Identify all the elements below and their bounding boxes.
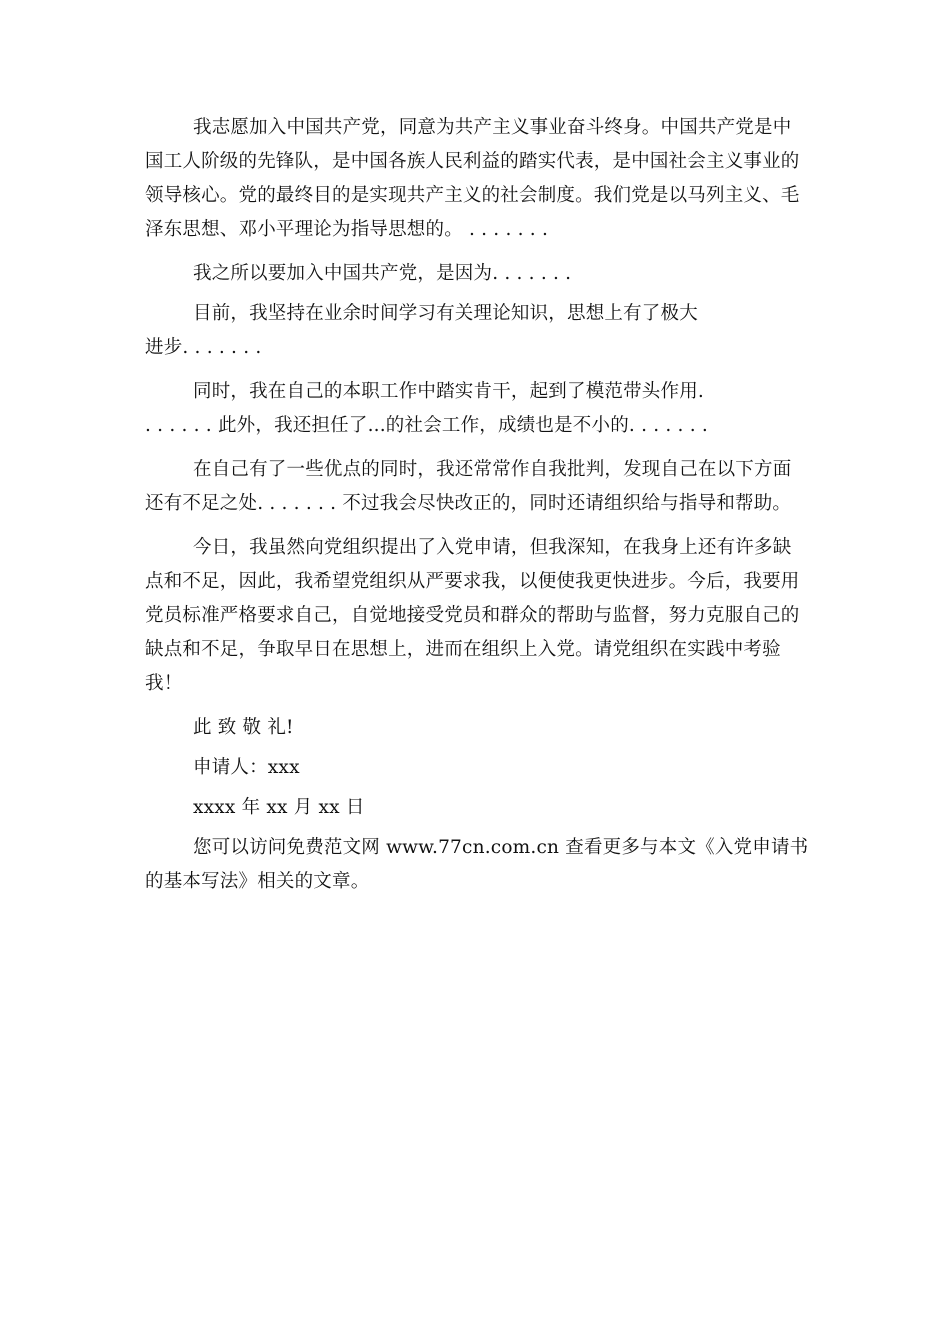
paragraph-self-criticism: 在自己有了一些优点的同时，我还常常作自我批判，发现自己在以下方面还有不足之处. . . . . . . 不过我会尽快改正的，同时还请组织给与指导和帮助。 bbox=[145, 459, 792, 514]
document-body bbox=[145, 111, 810, 909]
applicant-signature: 申请人：xxx bbox=[193, 757, 300, 778]
footer-note: 您可以访问免费范文网 www.77cn.com.cn 查看更多与本文《入党申请书的基本写法》相关的文章。 bbox=[145, 837, 809, 892]
paragraph-commitment: 今日，我虽然向党组织提出了入党申请，但我深知，在我身上还有许多缺点和不足，因此，我希望党组织从严要求我，以便使我更快进步。今后，我要用党员标准严格要求自己，自觉地接受党员和群众的帮助与监督，努力克服自己的缺点和不足，争取早日在思想上，进而在组织上入党。请党组织在实践中考验我！ bbox=[145, 537, 800, 694]
paragraph-reason: 我之所以要加入中国共产党，是因为. . . . . . . bbox=[193, 263, 572, 284]
paragraph-intro: 我志愿加入中国共产党，同意为共产主义事业奋斗终身。中国共产党是中国工人阶级的先锋队，是中国各族人民利益的踏实代表，是中国社会主义事业的领导核心。党的最终目的是实现共产主义的社会制度。我们党是以马列主义、毛泽东思想、邓小平理论为指导思想的。 . . . . . . . bbox=[145, 117, 800, 240]
paragraph-study: 目前，我坚持在业余时间学习有关理论知识，思想上有了极大进步. . . . . . . bbox=[145, 303, 698, 358]
salutation: 此 致 敬 礼! bbox=[193, 717, 294, 738]
paragraph-work: 同时，我在自己的本职工作中踏实肯干，起到了模范带头作用. . . . . . . 此外，我还担任了...的社会工作，成绩也是不小的. . . . . . . bbox=[145, 381, 708, 436]
application-date: xxxx 年 xx 月 xx 日 bbox=[193, 797, 365, 818]
